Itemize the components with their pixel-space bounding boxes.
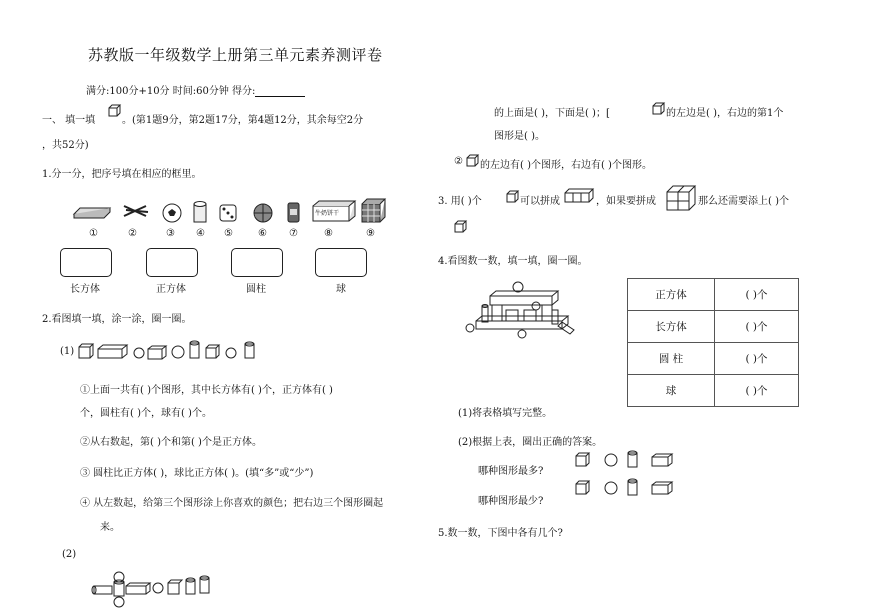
q2-part2-shapes [90,570,220,610]
sphere-icon [153,583,163,593]
q1-num-3: ③ [166,228,175,239]
small-cube-icon [652,102,666,116]
sphere-icon[interactable] [605,454,617,466]
sphere-icon[interactable] [605,482,617,494]
biscuit-box-label: 牛奶饼干 [315,210,340,217]
q1-num-2: ② [128,228,137,239]
dice-icon [220,205,236,221]
right-line3-prefix: ② [454,156,463,167]
q1-num-4: ④ [196,228,205,239]
table-cell-name: 正方体 [628,279,715,311]
cuboid-icon [98,345,127,358]
can-icon [288,203,299,222]
cube-icon[interactable] [576,481,589,494]
cylinder-icon [114,580,124,596]
cylinder-icon [186,578,195,594]
cylinder-icon [194,202,206,223]
q1-num-5: ⑤ [224,228,233,239]
sphere-icon [172,346,184,358]
least-question: 哪种图形最少? [478,496,544,507]
q2-part2-label: (2) [62,549,77,560]
cuboid-icon [148,346,166,359]
q2-s4-line2: 来。 [100,522,120,533]
q1-num-9: ⑨ [366,228,375,239]
section1-heading-b: 。(第1题9分，第2题17分，第4题12分，其余每空2分 [122,115,364,126]
cube-icon [168,580,182,594]
page-title: 苏教版一年级数学上册第三单元素养测评卷 [88,46,383,64]
q4-1: (1)将表格填写完整。 [458,408,553,419]
small-cube-icon [466,154,480,168]
q1-objects [70,196,400,228]
score-text: 满分:100分+10分 时间:60分钟 得分: [86,86,256,97]
most-options[interactable] [574,450,684,470]
q1-num-7: ⑦ [289,228,298,239]
q4-text: 4.看图数一数，填一填，圈一圈。 [438,256,588,267]
q2-s1-line1: ①上面一共有( )个图形，其中长方体有( )个，正方体有( ) [80,385,333,396]
cylinder-icon [190,341,199,358]
small-cube-icon [506,190,520,204]
table-cell-name: 球 [628,375,715,407]
count-table [627,278,799,407]
book-icon [74,208,110,218]
score-line [86,82,305,97]
q1-num-6: ⑥ [258,228,267,239]
cuboid-of-cubes-icon [564,188,596,204]
q2-s4-line1: ④ 从左数起，给第三个图形涂上你喜欢的颜色；把右边三个图形圈起 [80,498,384,509]
answer-box-cube[interactable] [146,248,198,277]
answer-box-cylinder[interactable] [231,248,283,277]
sphere-icon [114,597,124,607]
q3-a: 3. 用( )个 [438,196,482,207]
q4-2: (2)根据上表，圈出正确的答案。 [458,437,603,448]
q2-part1-label: (1) [60,346,75,357]
q3-d: 那么还需要添上( )个 [698,196,789,207]
q1-num-8: ⑧ [324,228,333,239]
cuboid-icon [126,583,150,594]
box-label-sphere: 球 [336,284,346,295]
cylinder-icon [92,586,112,594]
table-cell-name: 圆 柱 [628,343,715,375]
answer-box-cuboid[interactable] [60,248,112,277]
box-label-cube: 正方体 [156,284,186,295]
rubik-cube-icon [362,199,385,222]
q1-text: 1.分一分，把序号填在相应的框里。 [42,169,202,180]
cylinder-icon [200,576,209,593]
answer-box-sphere[interactable] [315,248,367,277]
q2-text: 2.看图填一填，涂一涂，圈一圈。 [42,314,192,325]
q2-s3: ③ 圆柱比正方体( )，球比正方体( )。(填“多”或“少”) [80,468,314,479]
cuboid-icon[interactable] [652,454,672,466]
q3-b: 可以拼成 [520,196,560,207]
least-options[interactable] [574,478,684,498]
score-blank[interactable] [255,86,305,97]
cylinder-icon [245,342,254,358]
sticks-icon [124,206,148,216]
section1-heading-a: 一、 填一填 [42,115,96,126]
big-cube-of-cubes-icon [666,184,698,212]
q2-s1-line2: 个，圆柱有( )个，球有( )个。 [80,408,212,419]
cylinder-icon[interactable] [628,451,637,467]
sphere-icon [226,348,236,358]
table-row [628,279,799,311]
table-cell-value[interactable]: ( )个 [715,375,799,407]
right-line2: 图形是( )。 [494,131,545,142]
q2-shapes-row [78,340,268,362]
table-cell-value[interactable]: ( )个 [715,279,799,311]
cube-icon[interactable] [576,453,589,466]
basketball-icon [254,204,272,222]
right-line1b: 的左边是( )，右边的第1个 [666,108,784,119]
building-blocks-picture [462,282,582,342]
cube-icon [206,345,219,358]
q3-c: ，如果要拼成 [596,196,656,207]
right-line3: 的左边有( )个图形，右边有( )个图形。 [480,160,652,171]
table-row [628,343,799,375]
small-cube-icon [108,104,122,118]
cylinder-icon[interactable] [628,479,637,495]
table-row [628,375,799,407]
q1-num-1: ① [89,228,98,239]
table-cell-value[interactable]: ( )个 [715,311,799,343]
table-row [628,311,799,343]
right-line1a: 的上面是( )，下面是( )；[ [494,108,610,119]
sphere-icon [134,348,144,358]
football-icon [163,204,181,222]
cuboid-icon[interactable] [652,482,672,494]
table-cell-name: 长方体 [628,311,715,343]
section1-heading-c: ，共52分) [42,140,89,151]
cube-icon [79,344,93,358]
box-label-cylinder: 圆柱 [246,284,266,295]
q5-text: 5.数一数，下图中各有几个? [438,528,563,539]
q2-s2: ②从右数起，第( )个和第( )个是正方体。 [80,437,262,448]
small-cube-icon [454,220,468,234]
table-cell-value[interactable]: ( )个 [715,343,799,375]
box-label-cuboid: 长方体 [70,284,100,295]
most-question: 哪种图形最多? [478,466,544,477]
